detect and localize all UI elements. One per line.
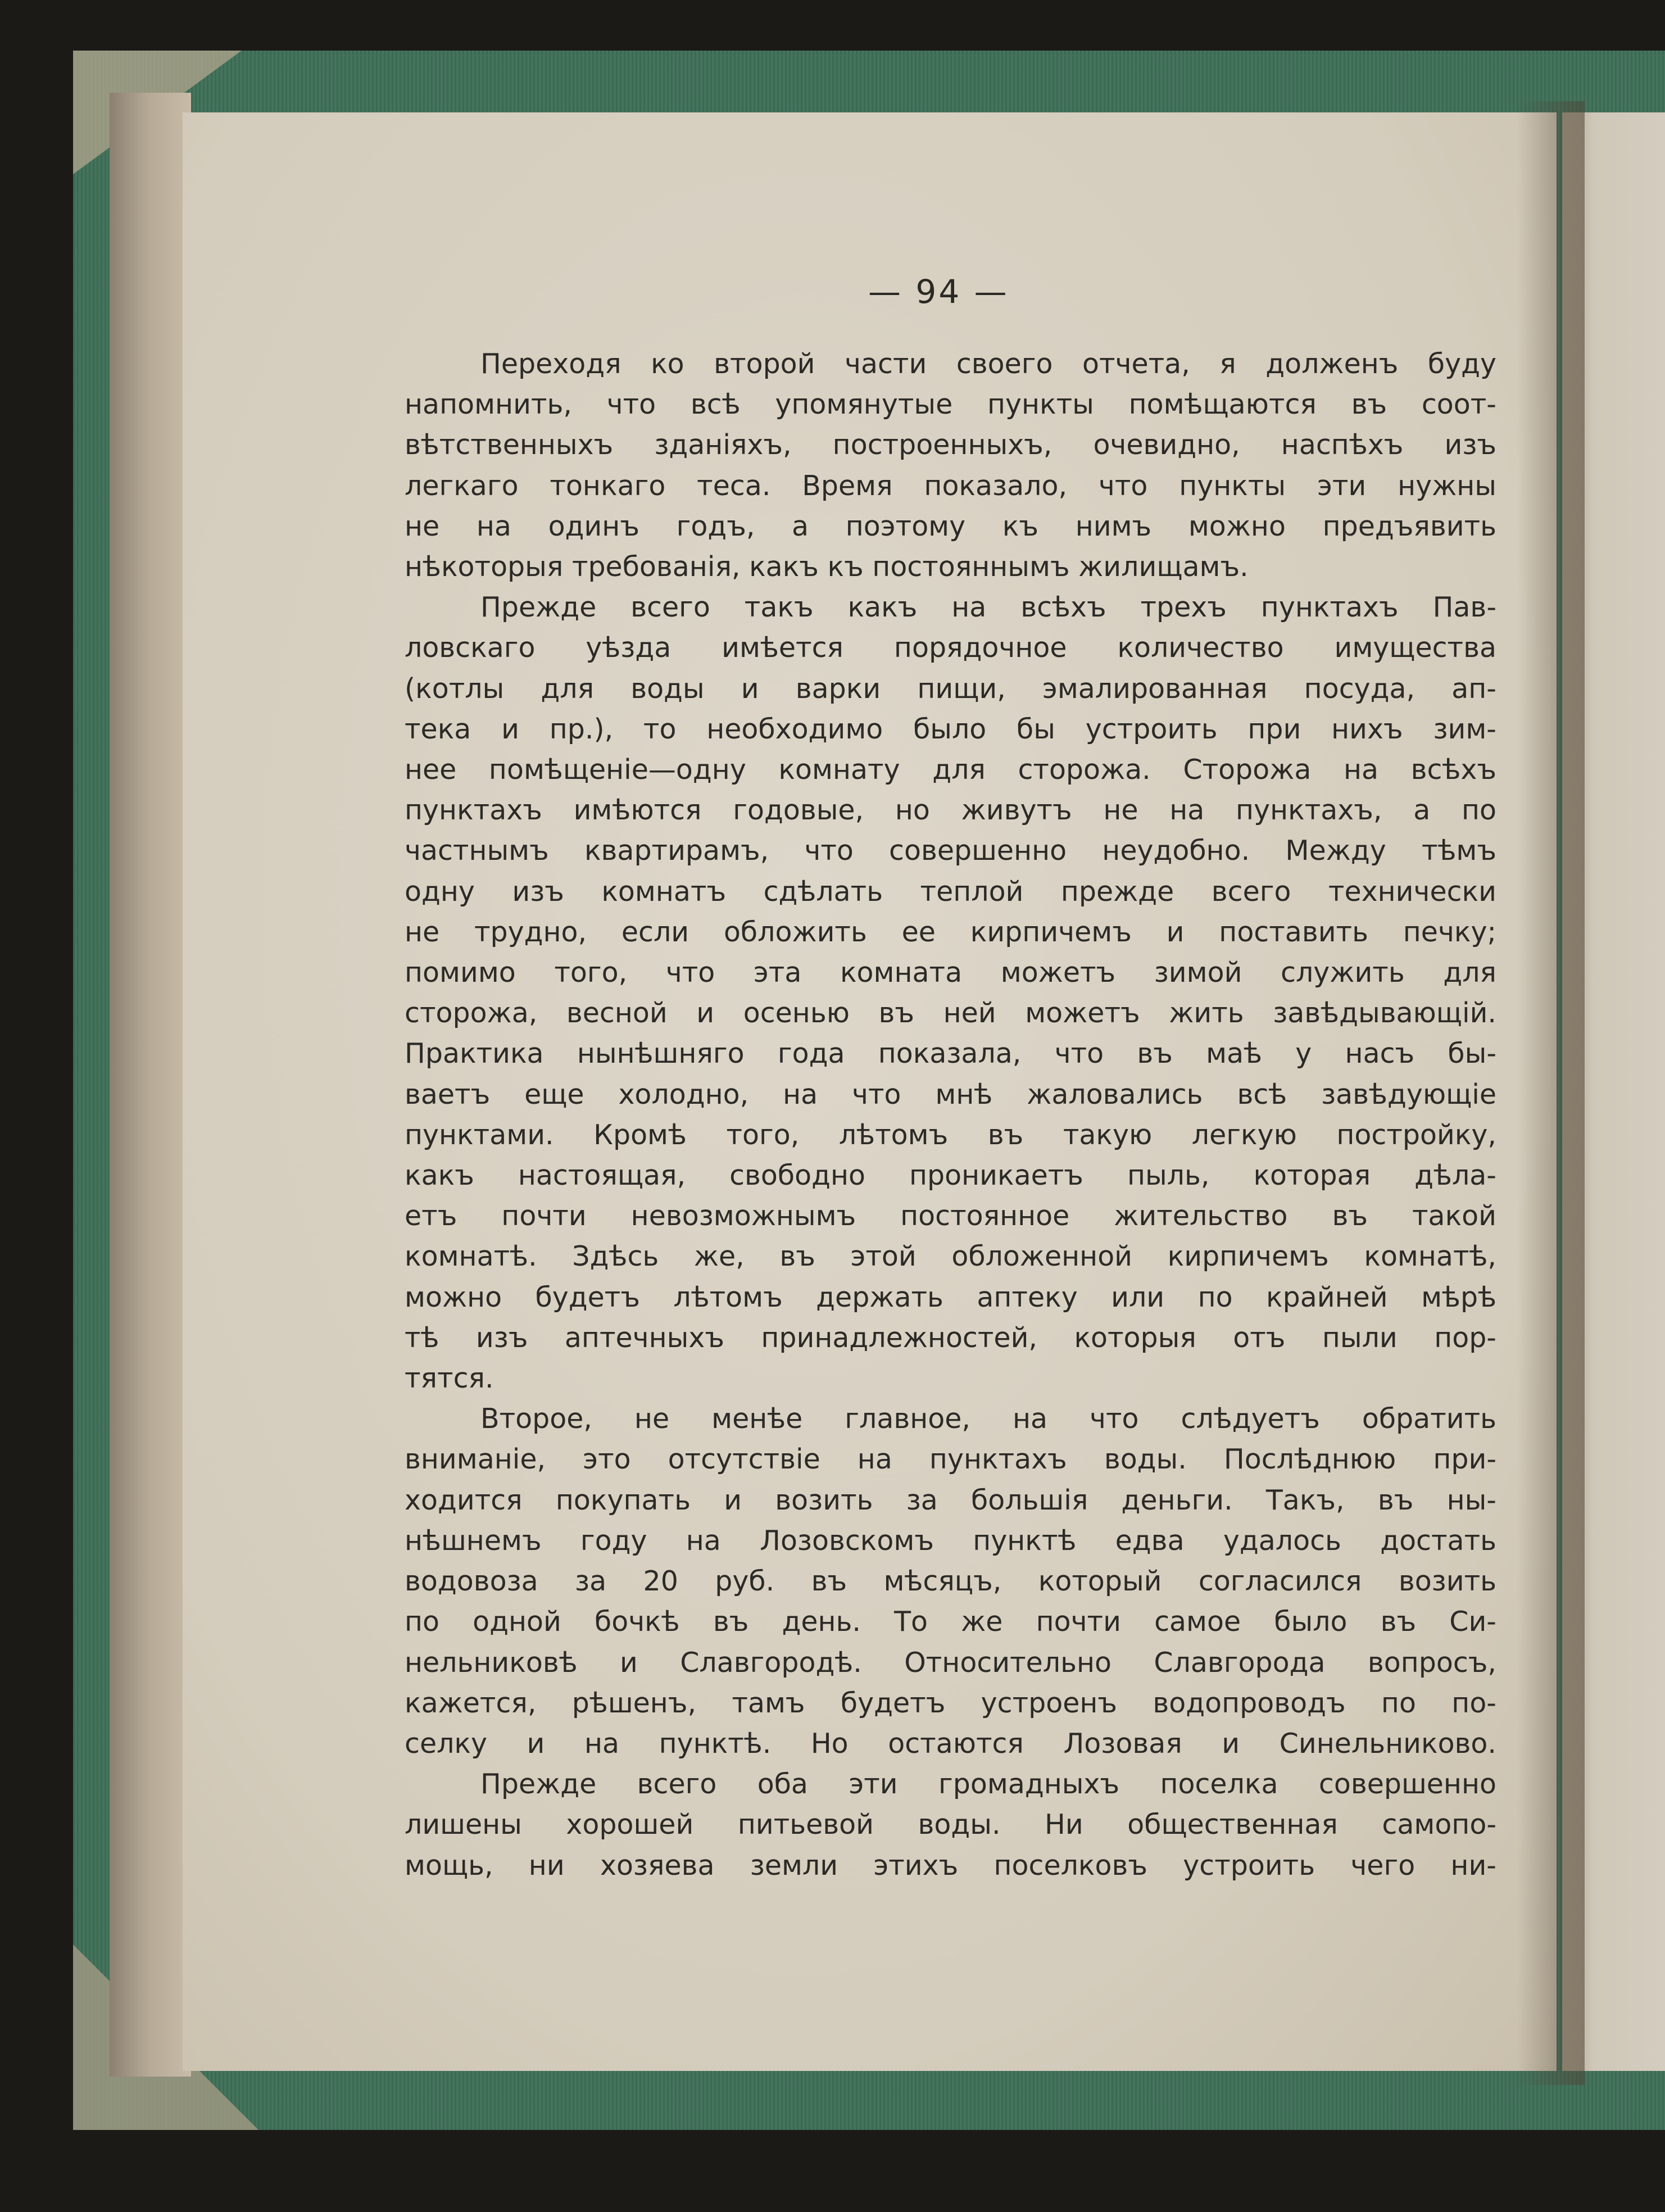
text-line: вѣтственныхъ зданiяхъ, построенныхъ, очевидно, наспѣхъ изъ [405,429,1496,461]
body-text [405,344,1496,1886]
text-line: по одной бочкѣ въ день. То же почти самое было въ Си- [405,1606,1496,1638]
gutter-shadow [1517,101,1585,2085]
text-line: мощь, ни хозяева земли этихъ поселковъ устроить чего ни- [405,1849,1496,1882]
text-line: Прежде всего оба эти громадныхъ поселка совершенно [480,1768,1496,1801]
text-line: тятся. [405,1362,494,1395]
text-line: не на одинъ годъ, а поэтому къ нимъ можно предъявить [405,510,1496,542]
text-line: частнымъ квартирамъ, что совершенно неудобно. Между тѣмъ [405,835,1496,867]
text-line: кажется, рѣшенъ, тамъ будетъ устроенъ водопроводъ по по- [405,1687,1496,1719]
text-line: легкаго тонкаго теса. Время показало, что пункты эти нужны [405,469,1496,502]
text-line: тѣ изъ аптечныхъ принадлежностей, которыя отъ пыли пор- [405,1321,1496,1354]
text-line: Практика нынѣшняго года показала, что въ маѣ у насъ бы- [405,1037,1496,1070]
text-line: какъ настоящая, свободно проникаетъ пыль, которая дѣла- [405,1159,1496,1192]
text-line: нѣшнемъ году на Лозовскомъ пунктѣ едва удалось достать [405,1524,1496,1557]
text-line: сторожа, весной и осенью въ ней можетъ жить завѣдывающiй. [405,997,1496,1030]
text-line: пунктами. Кромѣ того, лѣтомъ въ такую легкую постройку, [405,1118,1496,1151]
text-line: етъ почти невозможнымъ постоянное жительство въ такой [405,1200,1496,1232]
text-line: пунктахъ имѣются годовые, но живутъ не на пунктахъ, а по [405,794,1496,827]
text-line: нее помѣщенiе—одну комнату для сторожа. Сторожа на всѣхъ [405,754,1496,786]
text-line: лишены хорошей питьевой воды. Ни общественная самопо- [405,1808,1496,1841]
text-line: комнатѣ. Здѣсь же, въ этой обложенной кирпичемъ комнатѣ, [405,1240,1496,1273]
text-line: не трудно, если обложить ее кирпичемъ и поставить печку; [405,915,1496,948]
text-line: Переходя ко второй части своего отчета, я долженъ буду [480,348,1496,380]
text-line: ходится покупать и возить за большiя деньги. Такъ, въ ны- [405,1484,1496,1516]
text-line: напомнить, что всѣ упомянутые пункты помѣщаются въ соот- [405,388,1496,421]
text-line: (котлы для воды и варки пищи, эмалированная посуда, ап- [405,672,1496,705]
text-line: селку и на пунктѣ. Но остаются Лозовая и Синельниково. [405,1727,1496,1760]
text-line: одну изъ комнатъ сдѣлать теплой прежде всего технически [405,875,1496,908]
text-line: нельниковѣ и Славгородѣ. Относительно Славгорода вопросъ, [405,1646,1496,1679]
text-line: нѣкоторыя требованiя, какъ къ постояннымъ жилищамъ. [405,551,1249,583]
text-line: ловскаго уѣзда имѣется порядочное количество имущества [405,632,1496,664]
text-line: вниманiе, это отсутствiе на пунктахъ воды. Послѣднюю при- [405,1443,1496,1476]
text-line: помимо того, что эта комната можетъ зимой служить для [405,957,1496,989]
text-line: ваетъ еще холодно, на что мнѣ жаловались всѣ завѣдующiе [405,1078,1496,1110]
text-line: тека и пр.), то необходимо было бы устроить при нихъ зим- [405,713,1496,745]
text-line: можно будетъ лѣтомъ держать аптеку или по крайней мѣрѣ [405,1281,1496,1313]
text-line: водовоза за 20 руб. въ мѣсяцъ, который согласился возить [405,1565,1496,1598]
page-number: — 94 — [868,273,1009,311]
page-edge [110,93,191,2077]
text-line: Второе, не менѣе главное, на что слѣдуетъ обратить [480,1403,1496,1435]
text-line: Прежде всего такъ какъ на всѣхъ трехъ пунктахъ Пав- [480,591,1496,624]
